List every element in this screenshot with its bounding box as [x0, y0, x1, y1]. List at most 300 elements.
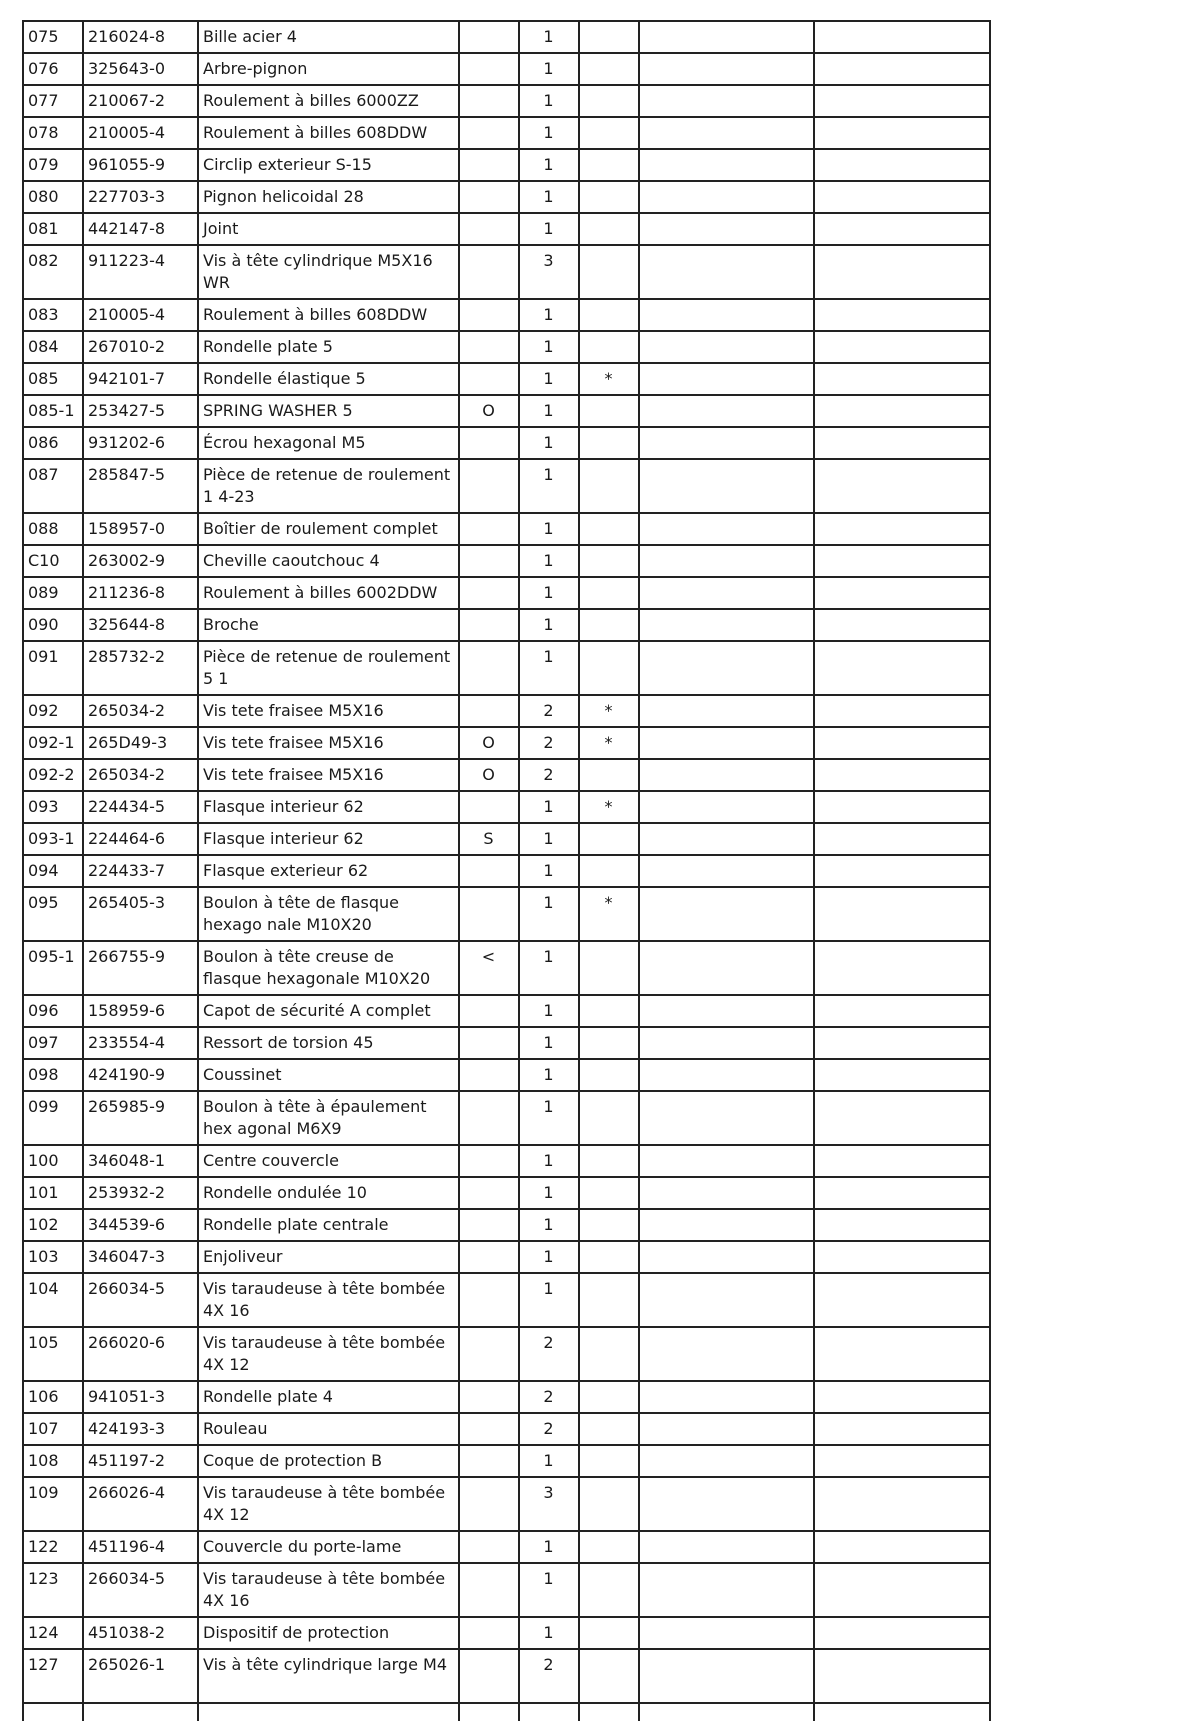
blank-cell [814, 213, 990, 245]
blank-cell [639, 791, 814, 823]
note-cell [459, 53, 519, 85]
quantity-cell: 1 [519, 299, 579, 331]
blank-cell [639, 1059, 814, 1091]
blank-cell [639, 887, 814, 941]
item-number-cell: 076 [23, 53, 83, 85]
blank-cell [639, 609, 814, 641]
blank-cell [814, 1617, 990, 1649]
item-number-cell: 096 [23, 995, 83, 1027]
part-reference-cell: 158959-6 [83, 995, 198, 1027]
blank-cell [814, 459, 990, 513]
blank-cell [83, 1703, 198, 1721]
part-description-cell: Vis taraudeuse à tête bombée 4X 12 [198, 1327, 459, 1381]
table-row [23, 53, 990, 85]
table-row [23, 1327, 990, 1381]
note-cell: O [459, 395, 519, 427]
item-number-cell: 123 [23, 1563, 83, 1617]
part-reference-cell: 265D49-3 [83, 727, 198, 759]
blank-cell [519, 1703, 579, 1721]
part-reference-cell: 216024-8 [83, 21, 198, 53]
item-number-cell: 095 [23, 887, 83, 941]
part-reference-cell: 346048-1 [83, 1145, 198, 1177]
note-cell [459, 513, 519, 545]
marker-cell [579, 1413, 639, 1445]
note-cell [459, 1145, 519, 1177]
item-number-cell: 093-1 [23, 823, 83, 855]
blank-cell [814, 1381, 990, 1413]
note-cell [459, 1531, 519, 1563]
quantity-cell: 1 [519, 85, 579, 117]
blank-cell [639, 1445, 814, 1477]
blank-cell [814, 117, 990, 149]
table-row [23, 117, 990, 149]
blank-cell [814, 577, 990, 609]
marker-cell [579, 213, 639, 245]
part-description-cell: Boulon à tête à épaulement hex agonal M6X9 [198, 1091, 459, 1145]
blank-cell [814, 823, 990, 855]
item-number-cell: 089 [23, 577, 83, 609]
blank-cell [814, 1649, 990, 1703]
part-description-cell: Couvercle du porte-lame [198, 1531, 459, 1563]
part-description-cell: Roulement à billes 6000ZZ [198, 85, 459, 117]
part-description-cell: Roulement à billes 608DDW [198, 299, 459, 331]
item-number-cell: 078 [23, 117, 83, 149]
quantity-cell: 1 [519, 427, 579, 459]
part-description-cell: Vis tete fraisee M5X16 [198, 727, 459, 759]
marker-cell [579, 855, 639, 887]
quantity-cell: 1 [519, 1241, 579, 1273]
marker-cell [579, 1177, 639, 1209]
part-description-cell: Flasque interieur 62 [198, 791, 459, 823]
marker-cell [579, 1273, 639, 1327]
item-number-cell: 104 [23, 1273, 83, 1327]
blank-cell [814, 1091, 990, 1145]
table-row [23, 299, 990, 331]
part-description-cell: Vis taraudeuse à tête bombée 4X 16 [198, 1273, 459, 1327]
blank-cell [639, 941, 814, 995]
item-number-cell: 095-1 [23, 941, 83, 995]
blank-cell [639, 577, 814, 609]
part-reference-cell: 266034-5 [83, 1273, 198, 1327]
quantity-cell: 1 [519, 995, 579, 1027]
item-number-cell: 075 [23, 21, 83, 53]
marker-cell [579, 1477, 639, 1531]
note-cell [459, 1027, 519, 1059]
part-description-cell: Vis taraudeuse à tête bombée 4X 12 [198, 1477, 459, 1531]
part-description-cell: Roulement à billes 6002DDW [198, 577, 459, 609]
table-row [23, 331, 990, 363]
item-number-cell: 092-2 [23, 759, 83, 791]
blank-cell [814, 1531, 990, 1563]
table-row [23, 1563, 990, 1617]
part-reference-cell: 961055-9 [83, 149, 198, 181]
part-reference-cell: 210005-4 [83, 299, 198, 331]
blank-cell [639, 1145, 814, 1177]
part-reference-cell: 285847-5 [83, 459, 198, 513]
blank-cell [639, 1027, 814, 1059]
table-row [23, 363, 990, 395]
blank-cell [814, 331, 990, 363]
quantity-cell: 1 [519, 941, 579, 995]
part-description-cell: Vis taraudeuse à tête bombée 4X 16 [198, 1563, 459, 1617]
blank-cell [639, 1209, 814, 1241]
part-reference-cell: 346047-3 [83, 1241, 198, 1273]
blank-cell [23, 1703, 83, 1721]
quantity-cell: 1 [519, 577, 579, 609]
note-cell [459, 149, 519, 181]
quantity-cell: 1 [519, 641, 579, 695]
quantity-cell: 1 [519, 1209, 579, 1241]
blank-cell [639, 117, 814, 149]
quantity-cell: 1 [519, 1617, 579, 1649]
parts-table-body [23, 21, 990, 1721]
part-reference-cell: 265034-2 [83, 759, 198, 791]
table-row [23, 1145, 990, 1177]
part-reference-cell: 267010-2 [83, 331, 198, 363]
marker-cell: * [579, 791, 639, 823]
note-cell [459, 21, 519, 53]
blank-cell [814, 1273, 990, 1327]
table-row-continuation [23, 1703, 990, 1721]
item-number-cell: 101 [23, 1177, 83, 1209]
blank-cell [814, 181, 990, 213]
marker-cell [579, 117, 639, 149]
table-row [23, 1477, 990, 1531]
blank-cell [639, 1563, 814, 1617]
table-row [23, 695, 990, 727]
marker-cell [579, 1059, 639, 1091]
item-number-cell: 094 [23, 855, 83, 887]
table-row [23, 1177, 990, 1209]
part-reference-cell: 325643-0 [83, 53, 198, 85]
table-row [23, 1445, 990, 1477]
blank-cell [814, 299, 990, 331]
item-number-cell: 087 [23, 459, 83, 513]
blank-cell [639, 695, 814, 727]
blank-cell [639, 85, 814, 117]
blank-cell [814, 21, 990, 53]
part-description-cell: Flasque exterieur 62 [198, 855, 459, 887]
marker-cell [579, 609, 639, 641]
item-number-cell: 102 [23, 1209, 83, 1241]
quantity-cell: 1 [519, 181, 579, 213]
item-number-cell: 085-1 [23, 395, 83, 427]
item-number-cell: 093 [23, 791, 83, 823]
part-description-cell: Centre couvercle [198, 1145, 459, 1177]
blank-cell [639, 363, 814, 395]
marker-cell [579, 1445, 639, 1477]
part-description-cell: Vis à tête cylindrique large M4 [198, 1649, 459, 1703]
part-reference-cell: 227703-3 [83, 181, 198, 213]
quantity-cell: 1 [519, 213, 579, 245]
item-number-cell: 083 [23, 299, 83, 331]
table-row [23, 85, 990, 117]
part-description-cell: Bille acier 4 [198, 21, 459, 53]
part-reference-cell: 253932-2 [83, 1177, 198, 1209]
part-reference-cell: 442147-8 [83, 213, 198, 245]
blank-cell [639, 21, 814, 53]
note-cell [459, 545, 519, 577]
note-cell [459, 213, 519, 245]
marker-cell [579, 149, 639, 181]
note-cell: S [459, 823, 519, 855]
table-row [23, 727, 990, 759]
blank-cell [639, 1531, 814, 1563]
blank-cell [814, 609, 990, 641]
note-cell [459, 1445, 519, 1477]
blank-cell [639, 459, 814, 513]
table-row [23, 1531, 990, 1563]
blank-cell [639, 823, 814, 855]
table-row [23, 21, 990, 53]
item-number-cell: 082 [23, 245, 83, 299]
part-description-cell: Pièce de retenue de roulement 1 4-23 [198, 459, 459, 513]
blank-cell [814, 1177, 990, 1209]
blank-cell [814, 1327, 990, 1381]
blank-cell [639, 1273, 814, 1327]
marker-cell [579, 1027, 639, 1059]
marker-cell [579, 53, 639, 85]
table-row [23, 181, 990, 213]
quantity-cell: 2 [519, 759, 579, 791]
blank-cell [814, 1445, 990, 1477]
item-number-cell: 080 [23, 181, 83, 213]
note-cell [459, 1617, 519, 1649]
quantity-cell: 2 [519, 1327, 579, 1381]
part-description-cell: Rouleau [198, 1413, 459, 1445]
part-reference-cell: 285732-2 [83, 641, 198, 695]
part-reference-cell: 942101-7 [83, 363, 198, 395]
table-row [23, 641, 990, 695]
part-reference-cell: 224434-5 [83, 791, 198, 823]
part-reference-cell: 265985-9 [83, 1091, 198, 1145]
table-row [23, 887, 990, 941]
marker-cell [579, 577, 639, 609]
table-row [23, 395, 990, 427]
blank-cell [639, 299, 814, 331]
note-cell [459, 791, 519, 823]
quantity-cell: 1 [519, 887, 579, 941]
note-cell [459, 1413, 519, 1445]
blank-cell [814, 149, 990, 181]
quantity-cell: 1 [519, 1563, 579, 1617]
item-number-cell: 092-1 [23, 727, 83, 759]
blank-cell [639, 1091, 814, 1145]
part-description-cell: Circlip exterieur S-15 [198, 149, 459, 181]
part-description-cell: Broche [198, 609, 459, 641]
blank-cell [639, 1703, 814, 1721]
quantity-cell: 1 [519, 1059, 579, 1091]
item-number-cell: 100 [23, 1145, 83, 1177]
part-reference-cell: 158957-0 [83, 513, 198, 545]
part-reference-cell: 210005-4 [83, 117, 198, 149]
note-cell [459, 117, 519, 149]
table-row [23, 427, 990, 459]
part-description-cell: Pignon helicoidal 28 [198, 181, 459, 213]
part-description-cell: Ressort de torsion 45 [198, 1027, 459, 1059]
quantity-cell: 1 [519, 395, 579, 427]
marker-cell: * [579, 363, 639, 395]
note-cell [459, 887, 519, 941]
part-description-cell: Arbre-pignon [198, 53, 459, 85]
quantity-cell: 1 [519, 545, 579, 577]
blank-cell [639, 995, 814, 1027]
part-reference-cell: 266755-9 [83, 941, 198, 995]
note-cell [459, 1241, 519, 1273]
item-number-cell: 092 [23, 695, 83, 727]
marker-cell [579, 995, 639, 1027]
item-number-cell: 097 [23, 1027, 83, 1059]
marker-cell [579, 1209, 639, 1241]
blank-cell [639, 1177, 814, 1209]
marker-cell [579, 85, 639, 117]
item-number-cell: 122 [23, 1531, 83, 1563]
marker-cell [579, 427, 639, 459]
quantity-cell: 1 [519, 823, 579, 855]
note-cell [459, 1209, 519, 1241]
table-row [23, 1649, 990, 1703]
marker-cell [579, 545, 639, 577]
quantity-cell: 2 [519, 695, 579, 727]
table-row [23, 545, 990, 577]
item-number-cell: 098 [23, 1059, 83, 1091]
part-description-cell: Flasque interieur 62 [198, 823, 459, 855]
marker-cell [579, 1649, 639, 1703]
quantity-cell: 1 [519, 149, 579, 181]
blank-cell [814, 245, 990, 299]
part-reference-cell: 266034-5 [83, 1563, 198, 1617]
table-row [23, 1091, 990, 1145]
blank-cell [639, 1327, 814, 1381]
note-cell [459, 855, 519, 887]
part-description-cell: Pièce de retenue de roulement 5 1 [198, 641, 459, 695]
blank-cell [814, 727, 990, 759]
part-reference-cell: 265405-3 [83, 887, 198, 941]
quantity-cell: 1 [519, 331, 579, 363]
blank-cell [814, 1413, 990, 1445]
table-row [23, 941, 990, 995]
part-reference-cell: 211236-8 [83, 577, 198, 609]
marker-cell [579, 181, 639, 213]
table-row [23, 823, 990, 855]
part-reference-cell: 210067-2 [83, 85, 198, 117]
quantity-cell: 2 [519, 1413, 579, 1445]
quantity-cell: 1 [519, 791, 579, 823]
blank-cell [814, 1703, 990, 1721]
quantity-cell: 1 [519, 1145, 579, 1177]
blank-cell [814, 545, 990, 577]
blank-cell [814, 1027, 990, 1059]
quantity-cell: 1 [519, 1027, 579, 1059]
part-description-cell: Cheville caoutchouc 4 [198, 545, 459, 577]
blank-cell [814, 887, 990, 941]
note-cell [459, 995, 519, 1027]
part-description-cell: Rondelle plate 5 [198, 331, 459, 363]
quantity-cell: 1 [519, 117, 579, 149]
table-row [23, 513, 990, 545]
parts-table [22, 20, 991, 1721]
part-description-cell: Joint [198, 213, 459, 245]
item-number-cell: C10 [23, 545, 83, 577]
quantity-cell: 1 [519, 1091, 579, 1145]
blank-cell [639, 1477, 814, 1531]
table-row [23, 855, 990, 887]
part-description-cell: Capot de sécurité A complet [198, 995, 459, 1027]
part-reference-cell: 451038-2 [83, 1617, 198, 1649]
marker-cell [579, 1091, 639, 1145]
note-cell [459, 1563, 519, 1617]
note-cell [459, 577, 519, 609]
part-reference-cell: 344539-6 [83, 1209, 198, 1241]
part-reference-cell: 266026-4 [83, 1477, 198, 1531]
note-cell: < [459, 941, 519, 995]
marker-cell [579, 1241, 639, 1273]
blank-cell [459, 1703, 519, 1721]
blank-cell [814, 695, 990, 727]
part-description-cell: Écrou hexagonal M5 [198, 427, 459, 459]
blank-cell [639, 395, 814, 427]
note-cell [459, 1091, 519, 1145]
part-description-cell: Rondelle ondulée 10 [198, 1177, 459, 1209]
note-cell [459, 1649, 519, 1703]
part-description-cell: Coque de protection B [198, 1445, 459, 1477]
quantity-cell: 3 [519, 245, 579, 299]
table-row [23, 1241, 990, 1273]
marker-cell [579, 1617, 639, 1649]
table-row [23, 577, 990, 609]
blank-cell [639, 1413, 814, 1445]
part-description-cell: Dispositif de protection [198, 1617, 459, 1649]
part-reference-cell: 941051-3 [83, 1381, 198, 1413]
item-number-cell: 124 [23, 1617, 83, 1649]
blank-cell [579, 1703, 639, 1721]
part-reference-cell: 266020-6 [83, 1327, 198, 1381]
note-cell [459, 181, 519, 213]
item-number-cell: 106 [23, 1381, 83, 1413]
marker-cell: * [579, 887, 639, 941]
item-number-cell: 105 [23, 1327, 83, 1381]
marker-cell [579, 21, 639, 53]
note-cell [459, 1273, 519, 1327]
blank-cell [814, 395, 990, 427]
blank-cell [814, 85, 990, 117]
blank-cell [639, 53, 814, 85]
part-reference-cell: 451197-2 [83, 1445, 198, 1477]
quantity-cell: 1 [519, 1273, 579, 1327]
table-row [23, 1413, 990, 1445]
note-cell [459, 609, 519, 641]
blank-cell [639, 427, 814, 459]
item-number-cell: 084 [23, 331, 83, 363]
quantity-cell: 1 [519, 1445, 579, 1477]
blank-cell [814, 759, 990, 791]
table-row [23, 1617, 990, 1649]
item-number-cell: 081 [23, 213, 83, 245]
part-description-cell: Rondelle plate centrale [198, 1209, 459, 1241]
table-row [23, 245, 990, 299]
quantity-cell: 1 [519, 855, 579, 887]
table-row [23, 213, 990, 245]
item-number-cell: 077 [23, 85, 83, 117]
marker-cell [579, 1563, 639, 1617]
marker-cell [579, 245, 639, 299]
note-cell [459, 85, 519, 117]
blank-cell [814, 1059, 990, 1091]
marker-cell [579, 459, 639, 513]
table-row [23, 791, 990, 823]
quantity-cell: 1 [519, 53, 579, 85]
blank-cell [639, 1617, 814, 1649]
